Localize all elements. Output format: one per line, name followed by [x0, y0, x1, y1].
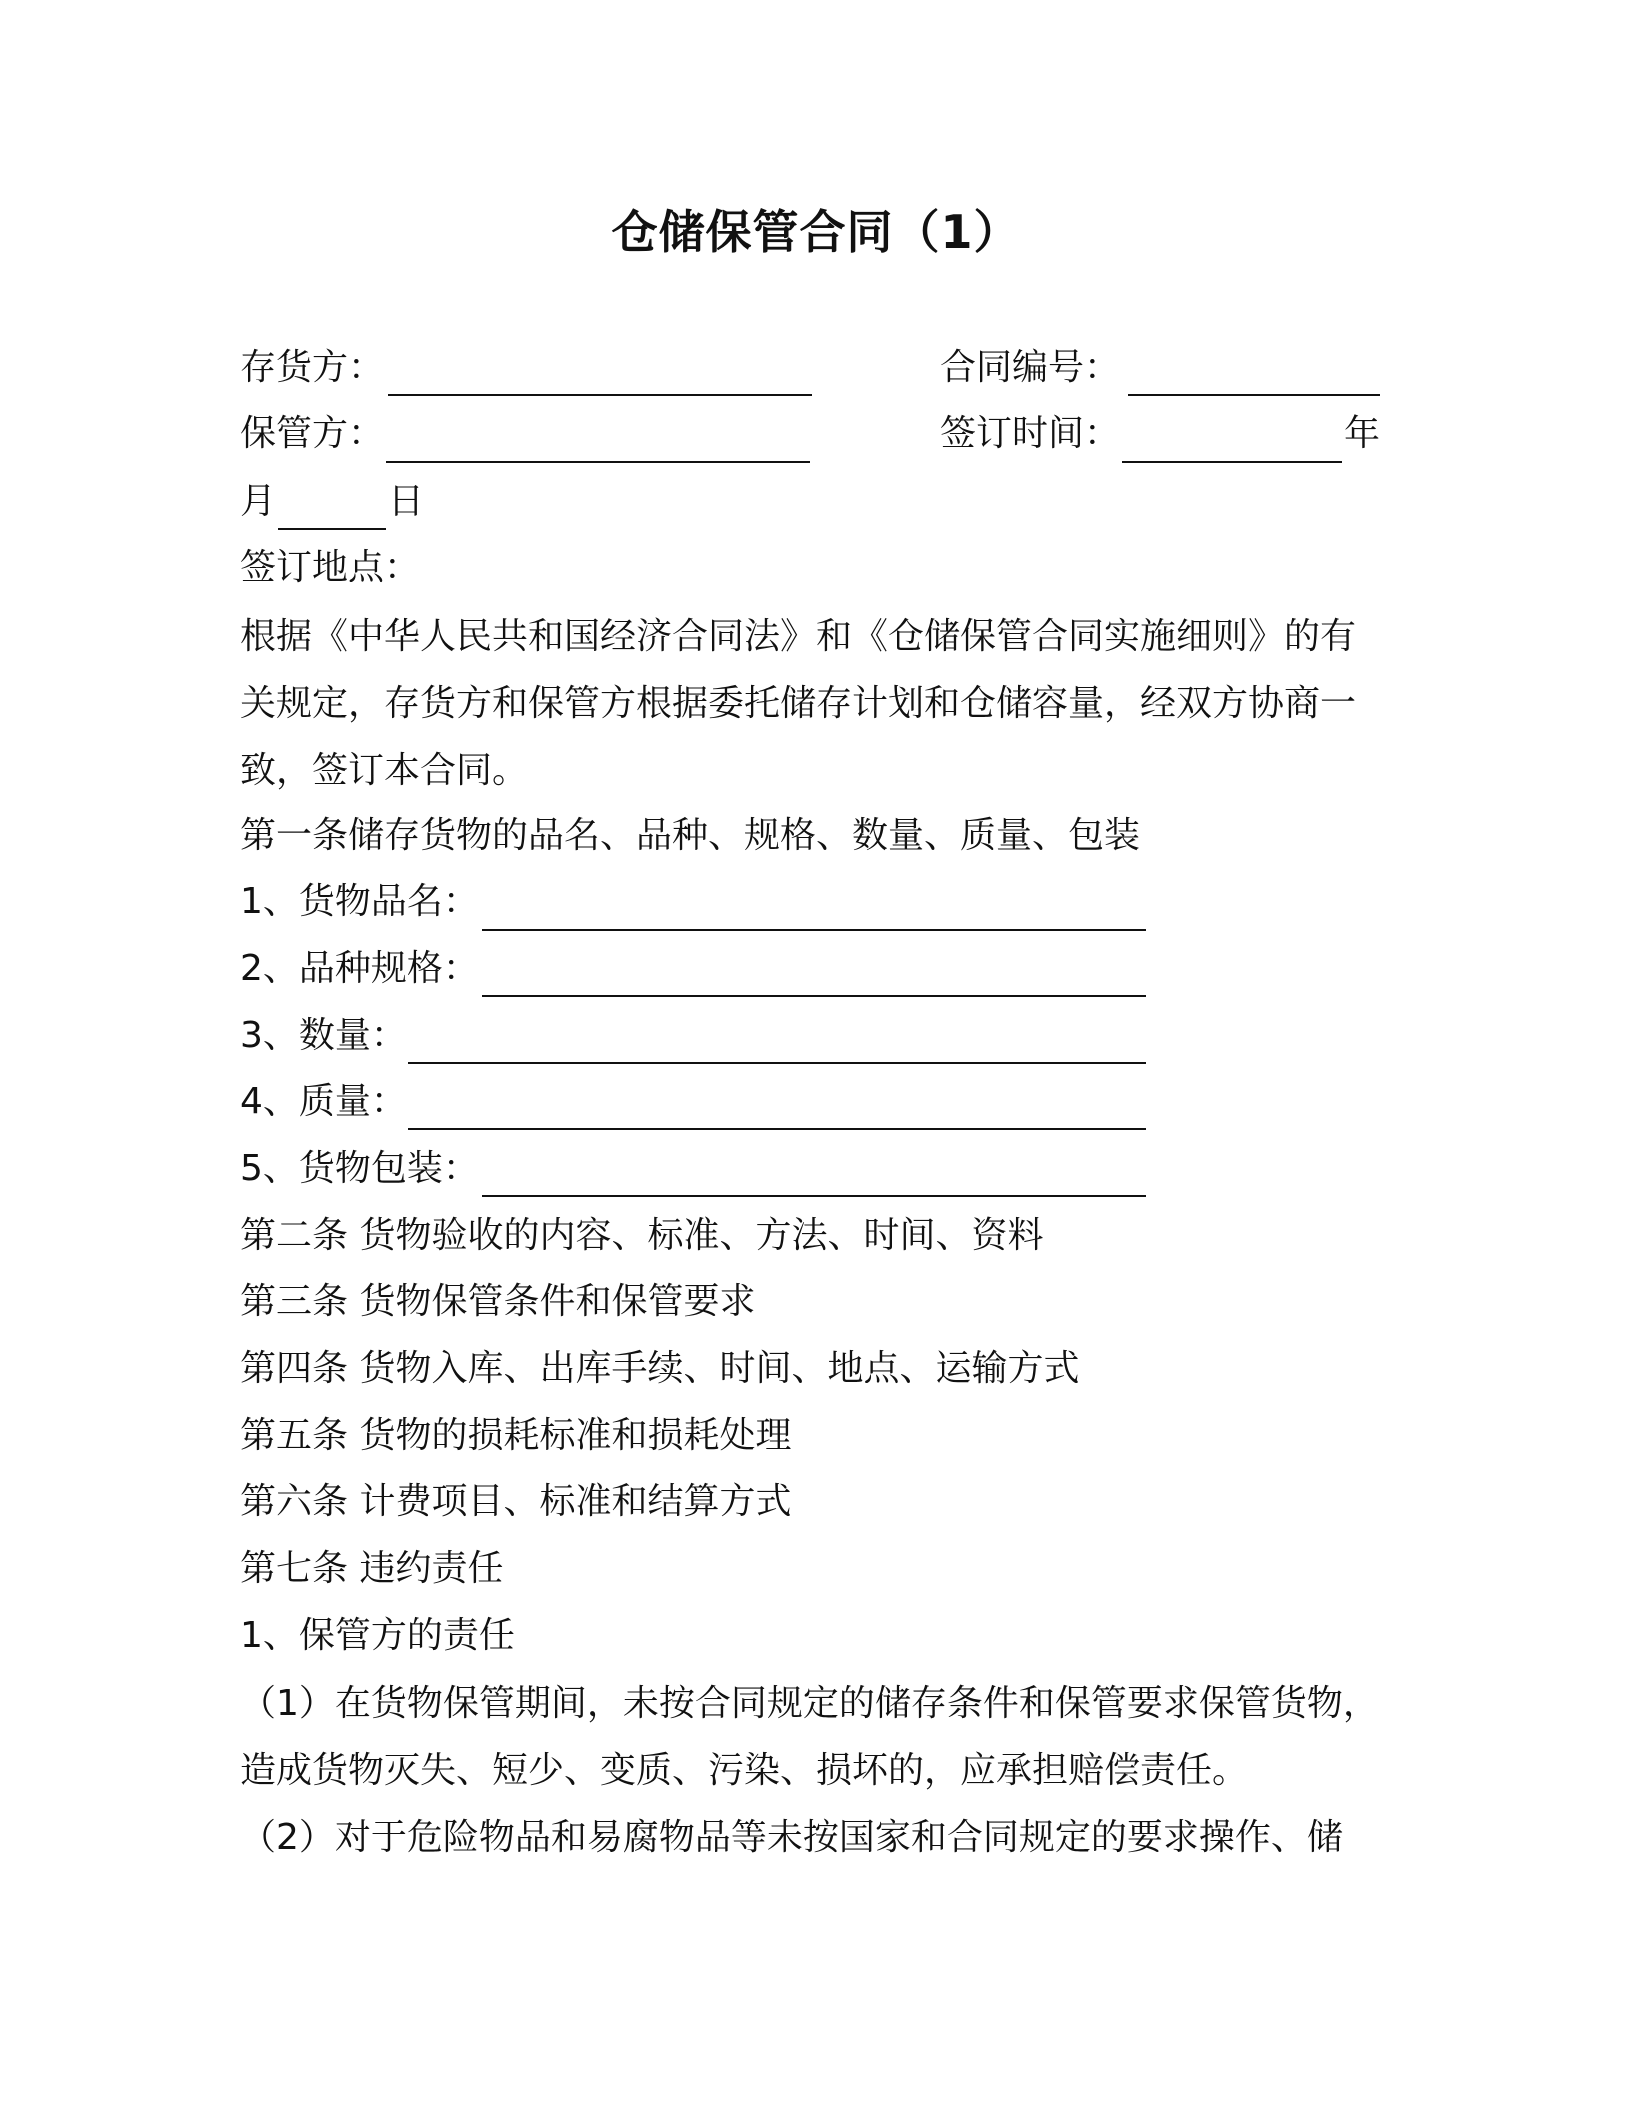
article-5-title: 第五条 货物的损耗标准和损耗处理 [240, 1415, 792, 1456]
item-goods-name-blank [482, 929, 1146, 931]
contract-no-label: 合同编号： [940, 347, 1121, 388]
article-3-title: 第三条 货物保管条件和保管要求 [240, 1281, 756, 1322]
article-7-title: 第七条 违约责任 [240, 1548, 504, 1589]
intro-paragraph: 根据《中华人民共和国经济合同法》和《仓储保管合同实施细则》的有关规定，存货方和保管方根据委托储存计划和仓储容量，经双方协商一致，签订本合同。 [240, 616, 1357, 791]
sign-time-year-blank [1122, 461, 1342, 463]
sign-place-label: 签订地点： [240, 547, 421, 588]
month-day-blank [278, 528, 386, 530]
document-title: 仓储保管合同（1） [611, 205, 1021, 259]
item-packaging-blank [482, 1195, 1146, 1197]
sign-time-label: 签订时间： [940, 413, 1121, 454]
clause-1-paragraph: （1）在货物保管期间，未按合同规定的储存条件和保管要求保管货物，造成货物灭失、短少、变质、污染、损坏的，应承担赔偿责任。 [240, 1683, 1379, 1791]
article-4-title: 第四条 货物入库、出库手续、时间、地点、运输方式 [240, 1348, 1080, 1389]
item-variety-spec-blank [482, 995, 1146, 997]
article-1-title: 第一条储存货物的品名、品种、规格、数量、质量、包装 [240, 815, 1141, 856]
item-quality-blank [408, 1128, 1146, 1130]
item-quantity-label: 3、数量： [240, 1015, 407, 1056]
custodian-responsibility-title: 1、保管方的责任 [240, 1615, 515, 1656]
year-char: 年 [1344, 413, 1381, 454]
custodian-blank [386, 461, 810, 463]
depositor-blank [388, 394, 812, 396]
item-packaging-label: 5、货物包装： [240, 1148, 479, 1189]
clause-2-paragraph: （2）对于危险物品和易腐物品等未按国家和合同规定的要求操作、储 [240, 1817, 1343, 1858]
article-6-title: 第六条 计费项目、标准和结算方式 [240, 1481, 792, 1522]
month-char: 月 [240, 481, 277, 522]
item-variety-spec-label: 2、品种规格： [240, 948, 479, 989]
custodian-label: 保管方： [240, 413, 385, 454]
item-quality-label: 4、质量： [240, 1081, 407, 1122]
day-char: 日 [388, 481, 425, 522]
depositor-label: 存货方： [240, 347, 385, 388]
contract-no-blank [1128, 394, 1380, 396]
item-quantity-blank [408, 1062, 1146, 1064]
item-goods-name-label: 1、货物品名： [240, 881, 479, 922]
article-2-title: 第二条 货物验收的内容、标准、方法、时间、资料 [240, 1215, 1044, 1256]
